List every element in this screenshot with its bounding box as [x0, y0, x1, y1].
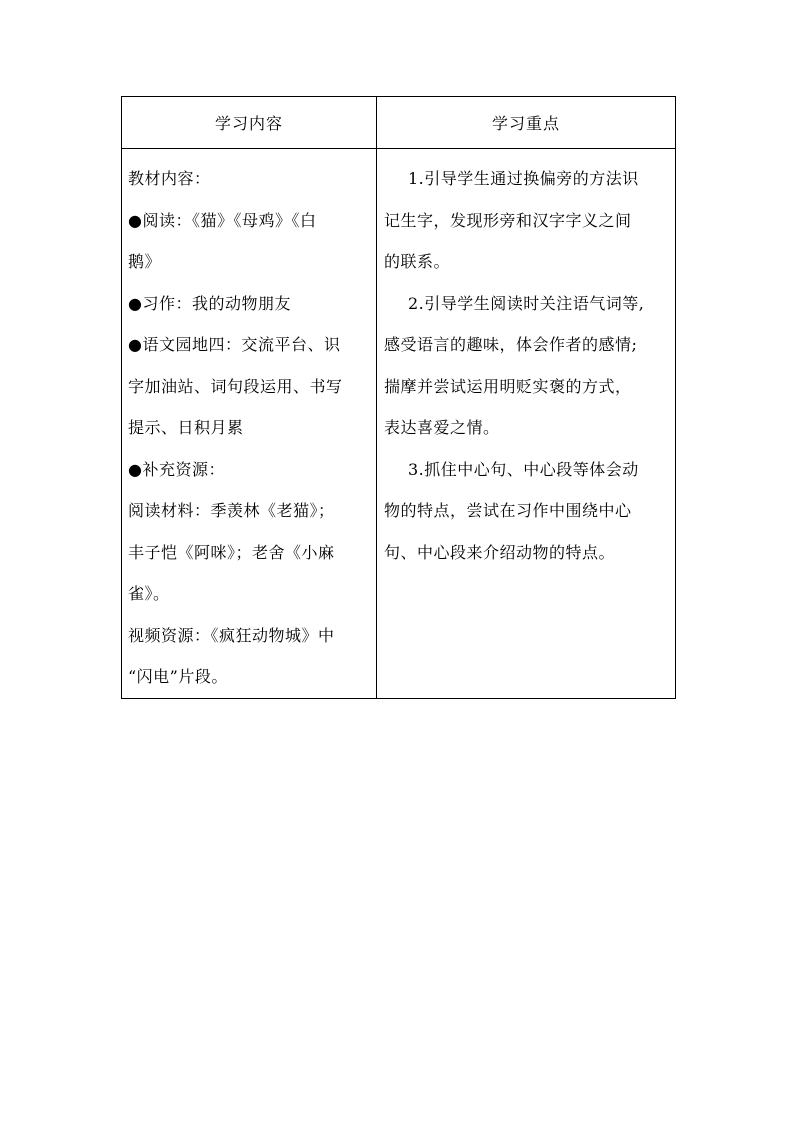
content-line: 视频资源：《疯狂动物城》中 [128, 625, 335, 645]
focus-line: 表达喜爱之情。 [384, 418, 500, 437]
focus-line: 3.抓住中心句、中心段等体会动 [408, 459, 639, 479]
content-line: ●习作：我的动物朋友 [128, 293, 291, 313]
content-line: 教材内容： [128, 169, 211, 188]
body-row [122, 149, 676, 699]
content-line: 提示、日积月累 [128, 418, 244, 437]
content-line: 丰子恺《阿咪》；老舍《小麻 [128, 542, 335, 562]
content-line: ●语文园地四：交流平台、识 [128, 335, 341, 354]
focus-line: 句、中心段来介绍动物的特点。 [384, 542, 616, 562]
focus-line: 2.引导学生阅读时关注语气词等, [408, 293, 645, 313]
focus-line: 的联系。 [384, 252, 451, 271]
header-row [122, 97, 676, 149]
content-line: “闪电”片段。 [128, 667, 228, 686]
focus-line: 记生字，发现形旁和汉字字义之间 [384, 210, 632, 230]
content-line: 字加油站、词句段运用、书写 [128, 376, 343, 396]
focus-line: 揣摩并尝试运用明贬实褒的方式， [384, 376, 632, 396]
content-line: 阅读材料：季羡林《老猫》； [128, 501, 335, 520]
learning-content-cell [122, 149, 377, 699]
content-table [121, 96, 676, 699]
content-line: ●阅读：《猫》《母鸡》《白 [128, 210, 317, 230]
focus-line: 物的特点，尝试在习作中围绕中心 [384, 501, 632, 520]
focus-line: 感受语言的趣味，体会作者的感情; [384, 335, 638, 354]
focus-line: 1.引导学生通过换偏旁的方法识 [408, 169, 639, 188]
content-line: 鹅》 [128, 252, 162, 271]
content-line: 雀》。 [128, 584, 170, 603]
header-learning-focus: 学习重点 [377, 97, 676, 149]
learning-focus-cell [377, 149, 676, 699]
content-line: ●补充资源： [128, 459, 225, 479]
header-learning-content: 学习内容 [122, 97, 377, 149]
